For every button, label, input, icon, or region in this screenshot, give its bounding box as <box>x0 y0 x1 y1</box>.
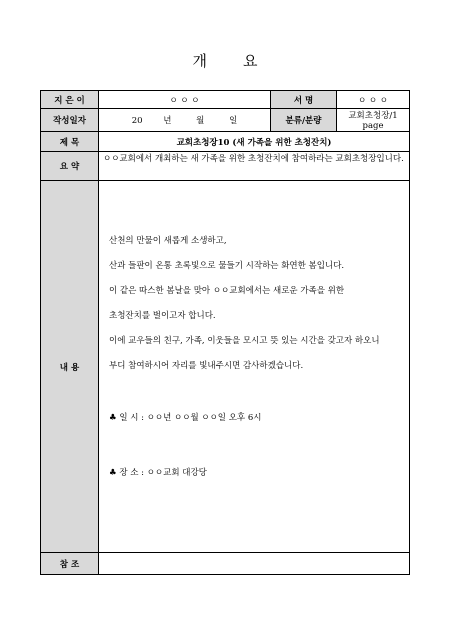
reference-label: 참 조 <box>41 553 99 575</box>
date-year: 20 <box>131 116 143 126</box>
date-year-unit: 년 <box>163 116 172 126</box>
content-row <box>41 181 410 553</box>
date-row <box>41 109 410 132</box>
summary-row <box>41 152 410 181</box>
category-label: 분류/분량 <box>271 109 337 132</box>
author-value[interactable]: ㅇ ㅇ ㅇ <box>99 91 271 109</box>
date-month-unit: 월 <box>196 116 205 126</box>
subject-value[interactable]: 교회초청장10 (새 가족을 위한 초청잔치) <box>99 132 410 152</box>
subject-row <box>41 132 410 152</box>
summary-label: 요 약 <box>41 152 99 181</box>
content-line-1: 산천의 만물이 새롭게 소생하고, <box>109 236 227 246</box>
signature-value[interactable]: ㅇ ㅇ ㅇ <box>337 91 410 109</box>
date-day-unit: 일 <box>229 116 238 126</box>
overview-table <box>40 90 410 575</box>
content-line-5: 이에 교우들의 친구, 가족, 이웃들을 모시고 뜻 있는 시간을 갖고자 하오니 <box>109 336 380 346</box>
date-value[interactable] <box>99 109 271 132</box>
content-line-6: 부디 참여하시어 자리를 빛내주시면 감사하겠습니다. <box>109 361 304 371</box>
title-char-2: 요 <box>243 52 258 70</box>
reference-value[interactable] <box>99 553 410 575</box>
summary-value[interactable]: ㅇㅇ교회에서 개최하는 새 가족을 위한 초청잔치에 참여하라는 교회초청장입니다. <box>99 152 410 181</box>
subject-label: 제 목 <box>41 132 99 152</box>
content-line-4: 초청잔치를 벌이고자 합니다. <box>109 311 216 321</box>
signature-label: 서 명 <box>271 91 337 109</box>
date-label: 작성일자 <box>41 109 99 132</box>
author-label: 지 은 이 <box>41 91 99 109</box>
place-line: ♣ 장 소 : ㅇㅇ교회 대강당 <box>109 468 207 478</box>
author-row <box>41 91 410 109</box>
page-title <box>0 50 450 71</box>
content-body[interactable] <box>99 181 410 553</box>
schedule-line: ♣ 일 시 : ㅇㅇ년 ㅇㅇ월 ㅇㅇ일 오후 6시 <box>109 413 262 423</box>
title-char-1: 개 <box>192 52 207 70</box>
reference-row <box>41 553 410 575</box>
content-line-2: 산과 들판이 온통 초록빛으로 물들기 시작하는 화연한 봄입니다. <box>109 261 345 271</box>
content-label: 내 용 <box>41 181 99 553</box>
content-line-3: 이 같은 따스한 봄날을 맞아 ㅇㅇ교회에서는 새로운 가족을 위한 <box>109 286 345 296</box>
category-value[interactable]: 교회초청장/1 page <box>337 109 410 132</box>
